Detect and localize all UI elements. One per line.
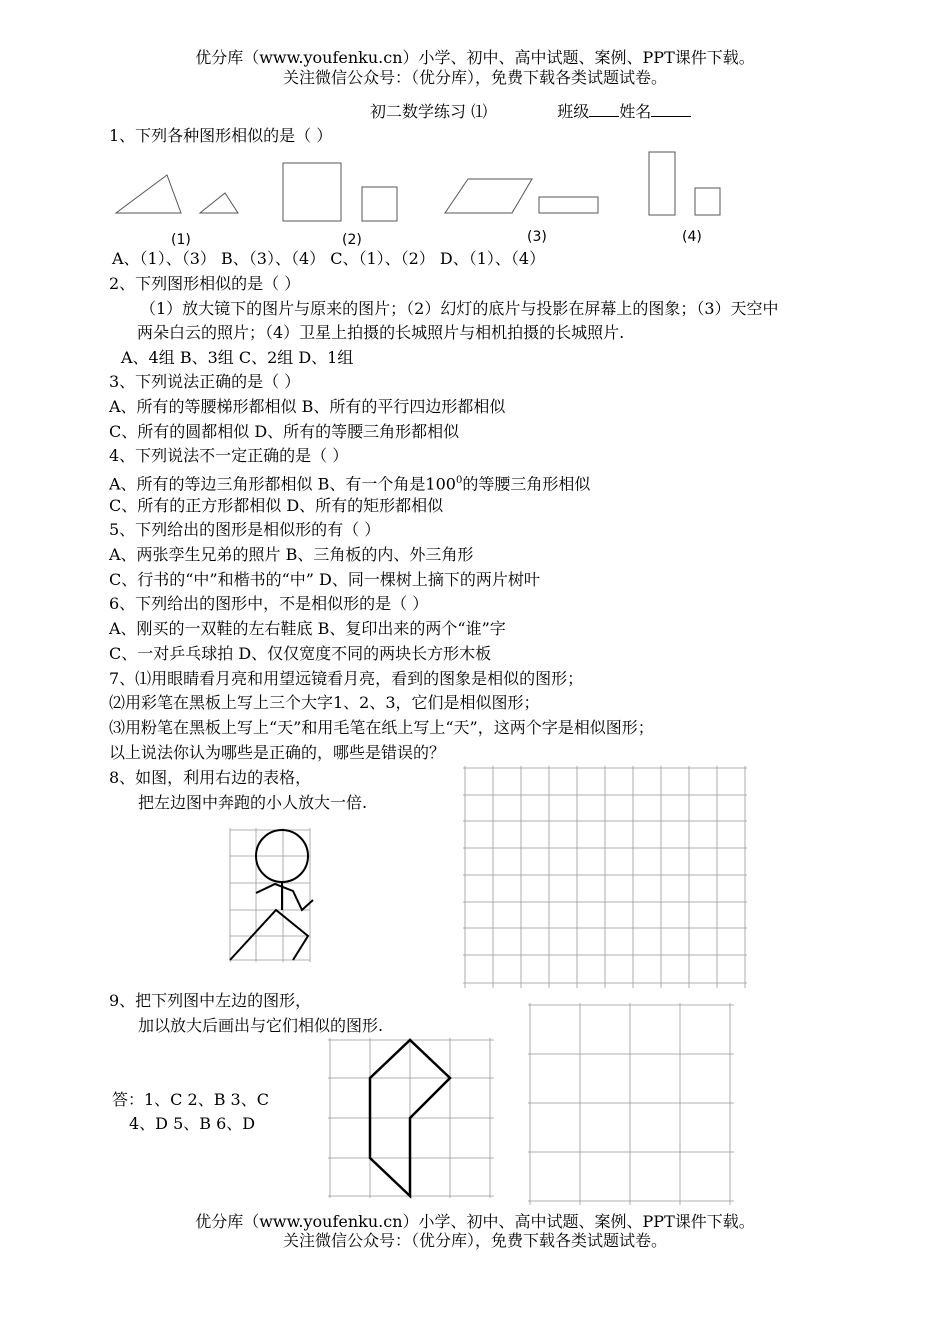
name-blank xyxy=(651,101,691,117)
q2-body-2: 两朵白云的照片；（4）卫星上拍摄的长城照片与相机拍摄的长城照片. xyxy=(137,323,625,342)
q8-arms xyxy=(256,884,313,910)
q4-options-1 xyxy=(109,471,590,494)
q7-line-2: ⑵用彩笔在黑板上写上三个大字1、2、3，它们是相似图形； xyxy=(109,693,540,712)
q1-square-large xyxy=(283,163,341,221)
q2-options: A、4组 B、3组 C、2组 D、1组 xyxy=(121,348,354,367)
q6-stem: 6、下列给出的图形中，不是相似形的是（ ） xyxy=(109,594,429,613)
class-blank xyxy=(589,101,619,117)
q8-answer-grid xyxy=(455,758,755,998)
q9-line-2: 加以放大后画出与它们相似的图形. xyxy=(138,1016,384,1035)
q7-line-1: 7、⑴用眼睛看月亮和用望远镜看月亮，看到的图象是相似的图形； xyxy=(109,669,584,688)
q1-triangle-large xyxy=(116,175,181,213)
q1-rectangle-flat xyxy=(539,197,598,213)
class-label: 班级 xyxy=(557,102,590,121)
q1-rectangle-tall xyxy=(649,152,675,215)
q2-stem: 2、下列图形相似的是（ ） xyxy=(109,274,301,293)
q8-line-1: 8、如图，利用右边的表格， xyxy=(109,768,312,787)
q8-small-grid-lines xyxy=(230,828,310,962)
q1-triangle-small xyxy=(200,193,238,213)
header-line-2: 关注微信公众号：（优分库），免费下载各类试题试卷。 xyxy=(282,68,667,87)
q4-stem: 4、下列说法不一定正确的是（ ） xyxy=(109,446,349,465)
q9-grid-cols xyxy=(530,1003,730,1205)
q3-stem: 3、下列说法正确的是（ ） xyxy=(109,372,301,391)
q9-grid-rows xyxy=(528,1005,734,1201)
q5-stem: 5、下列给出的图形是相似形的有（ ） xyxy=(109,520,381,539)
title-text: 初二数学练习 ⑴ xyxy=(370,102,488,121)
q6-options-1: A、刚买的一双鞋的左右鞋底 B、复印出来的两个“谁”字 xyxy=(109,619,506,638)
q3-options-1: A、所有的等腰梯形都相似 B、所有的平行四边形都相似 xyxy=(109,397,506,416)
q1-figures xyxy=(100,145,750,230)
q2-body-1: （1）放大镜下的图片与原来的图片；（2）幻灯的底片与投影在屏幕上的图象；（3）天空中 xyxy=(140,299,779,318)
q9-shape-grid xyxy=(322,1032,500,1202)
q4-opt1-b: 的等腰三角形相似 xyxy=(462,474,591,494)
q1-fig-label-3: (3) xyxy=(527,229,547,245)
q9-answer-grid xyxy=(522,997,740,1207)
q1-parallelogram xyxy=(445,179,532,213)
q6-options-2: C、一对乒乓球拍 D、仅仅宽度不同的两块长方形木板 xyxy=(109,644,492,663)
q7-line-3: ⑶用粉笔在黑板上写上“天”和用毛笔在纸上写上“天”，这两个字是相似图形； xyxy=(109,718,654,737)
footer-line-1: 优分库（www.youfenku.cn）小学、初中、高中试题、案例、PPT课件下载。 xyxy=(195,1212,755,1231)
q1-fig-label-1: (1) xyxy=(171,232,191,248)
q3-options-2: C、所有的圆都相似 D、所有的等腰三角形都相似 xyxy=(109,422,460,441)
q9-line-1: 9、把下列图中左边的图形， xyxy=(109,991,312,1010)
q7-line-4: 以上说法你认为哪些是正确的，哪些是错误的？ xyxy=(109,743,446,762)
q4-opt1-a: A、所有的等边三角形都相似 B、有一个角是100 xyxy=(109,474,456,494)
footer-line-2: 关注微信公众号：（优分库），免费下载各类试题试卷。 xyxy=(282,1231,667,1250)
q1-options: A、（1）、（3） B、（3）、（4） C、（1）、（2） D、（1）、（4） xyxy=(112,249,546,268)
q8-line-2: 把左边图中奔跑的小人放大一倍. xyxy=(138,793,368,812)
page-title xyxy=(370,101,691,122)
q1-fig-label-4: (4) xyxy=(682,229,702,245)
q4-options-2: C、所有的正方形都相似 D、所有的矩形都相似 xyxy=(109,496,444,515)
q8-legs xyxy=(230,910,308,960)
name-label: 姓名 xyxy=(619,102,652,121)
header-line-1: 优分库（www.youfenku.cn）小学、初中、高中试题、案例、PPT课件下载。 xyxy=(195,48,755,67)
q5-options-2: C、行书的“中”和楷书的“中” D、同一棵树上摘下的两片树叶 xyxy=(109,570,540,589)
answers-line-1: 答：1、C 2、B 3、C xyxy=(112,1090,269,1109)
q5-options-1: A、两张孪生兄弟的照片 B、三角板的内、外三角形 xyxy=(109,545,474,564)
q8-stick-figure xyxy=(230,830,313,960)
q1-square-small xyxy=(362,187,397,221)
answers-line-2: 4、D 5、B 6、D xyxy=(129,1114,256,1133)
q1-stem: 1、下列各种图形相似的是（ ） xyxy=(109,126,333,145)
q1-fig-label-2: (2) xyxy=(342,232,362,248)
q8-running-figure-grid xyxy=(220,820,320,965)
q4-degree-sup: 0 xyxy=(455,475,463,486)
q1-rectangle-small xyxy=(695,188,720,215)
